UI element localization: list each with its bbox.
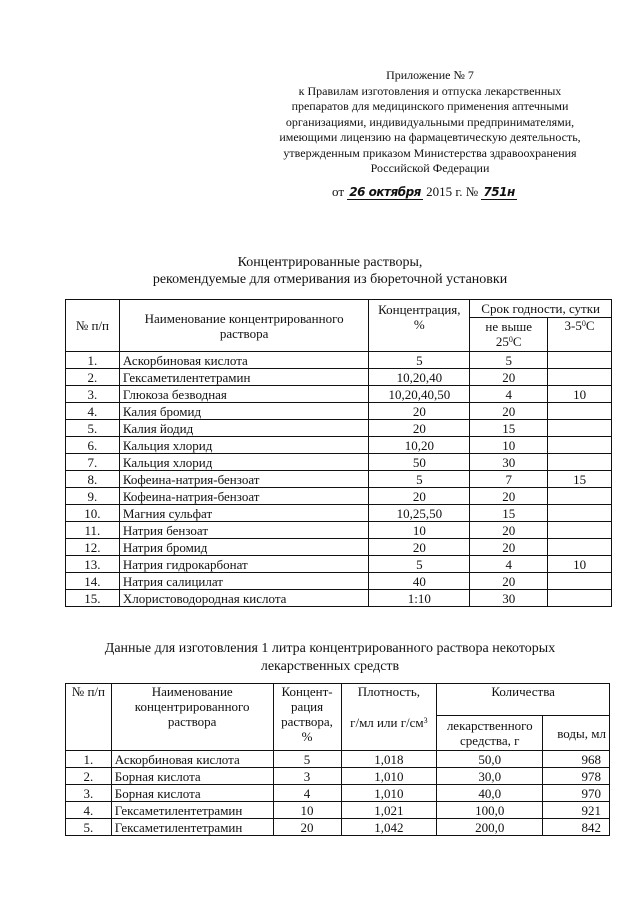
- density-units: г/мл или г/см: [350, 715, 424, 730]
- cell-name: Аскорбиновая кислота: [111, 751, 273, 768]
- cell-n: 5.: [66, 420, 120, 437]
- cell-conc: 20: [369, 403, 470, 420]
- cell-conc: 10: [369, 522, 470, 539]
- table-row: [66, 819, 610, 836]
- header-line: препаратов для медицинского применения аптечными: [291, 99, 569, 113]
- cell-conc: 20: [369, 420, 470, 437]
- cell-a: 10: [470, 437, 548, 454]
- cell-dens: 1,010: [341, 785, 437, 802]
- table-row: [66, 488, 612, 505]
- degree-sup: 0: [508, 335, 513, 345]
- cell-a: 20: [470, 403, 548, 420]
- col-header-number: № п/п: [66, 300, 120, 352]
- cell-conc: 4: [273, 785, 341, 802]
- cell-name: Глюкоза безводная: [119, 386, 369, 403]
- header-line: организациями, индивидуальными предпринимателями,: [285, 114, 575, 129]
- cell-conc: 20: [369, 488, 470, 505]
- cell-conc: 10,20,40,50: [369, 386, 470, 403]
- cell-b: [548, 420, 612, 437]
- cell-n: 11.: [66, 522, 120, 539]
- concentrated-solutions-table: [65, 299, 612, 607]
- cell-b: 10: [548, 556, 612, 573]
- cell-b: 968: [543, 751, 610, 768]
- cell-b: [548, 369, 612, 386]
- cell-b: 921: [543, 802, 610, 819]
- cell-b: 842: [543, 819, 610, 836]
- cell-n: 12.: [66, 539, 120, 556]
- cell-name: Гексаметилентетрамин: [119, 369, 369, 386]
- cell-a: 40,0: [437, 785, 543, 802]
- cell-a: 15: [470, 505, 548, 522]
- header-line: утвержденным приказом Министерства здравоохранения: [283, 145, 577, 160]
- table-row: [66, 539, 612, 556]
- cell-a: 30: [470, 590, 548, 607]
- cell-b: [548, 539, 612, 556]
- cell-name: Калия йодид: [119, 420, 369, 437]
- cell-name: Калия бромид: [119, 403, 369, 420]
- cell-b: [548, 352, 612, 369]
- cell-n: 8.: [66, 471, 120, 488]
- cell-dens: 1,042: [341, 819, 437, 836]
- cell-a: 15: [470, 420, 548, 437]
- col-header-name: Наименование концентрированного раствора: [119, 300, 369, 352]
- col-header-water-ml: воды, мл: [543, 716, 610, 751]
- cell-n: 4.: [66, 802, 112, 819]
- table-row: [66, 454, 612, 471]
- cell-n: 2.: [66, 768, 112, 785]
- cell-conc: 5: [369, 471, 470, 488]
- cell-n: 13.: [66, 556, 120, 573]
- density-label: Плотность,: [357, 684, 421, 699]
- cell-a: 20: [470, 369, 548, 386]
- order-year: 2015 г. №: [426, 184, 479, 199]
- preparation-data-table: [65, 683, 610, 836]
- cell-b: 970: [543, 785, 610, 802]
- cell-n: 1.: [66, 352, 120, 369]
- cell-b: 15: [548, 471, 612, 488]
- cell-dens: 1,010: [341, 768, 437, 785]
- table-row: [66, 386, 612, 403]
- order-prefix: от: [332, 184, 345, 199]
- cell-name: Магния сульфат: [119, 505, 369, 522]
- cell-b: [548, 488, 612, 505]
- section2-title: [60, 640, 600, 676]
- section1-title: [60, 254, 600, 288]
- section1-title-line: рекомендуемые для отмеривания из бюреточной установки: [152, 272, 508, 287]
- header-line: имеющими лицензию на фармацевтическую деятельность,: [279, 130, 581, 144]
- cell-n: 3.: [66, 386, 120, 403]
- cell-a: 20: [470, 539, 548, 556]
- cell-conc: 1:10: [369, 590, 470, 607]
- appendix-header: [250, 68, 610, 177]
- cell-conc: 5: [369, 556, 470, 573]
- cell-conc: 5: [369, 352, 470, 369]
- cell-name: Борная кислота: [111, 768, 273, 785]
- cell-name: Натрия бромид: [119, 539, 369, 556]
- table-row: [66, 590, 612, 607]
- order-reference: [332, 184, 517, 200]
- cell-name: Натрия бензоат: [119, 522, 369, 539]
- col-header-quantities: Количества: [437, 684, 610, 716]
- header-line: Российской Федерации: [370, 161, 490, 175]
- cell-a: 4: [470, 386, 548, 403]
- cell-n: 4.: [66, 403, 120, 420]
- cell-dens: 1,018: [341, 751, 437, 768]
- appendix-number: Приложение № 7: [386, 68, 474, 82]
- cell-conc: 10,25,50: [369, 505, 470, 522]
- table-row: [66, 471, 612, 488]
- section2-title-line: Данные для изготовления 1 литра концентрированного раствора некоторых: [104, 641, 556, 656]
- cell-name: Кофеина-натрия-бензоат: [119, 488, 369, 505]
- cell-n: 2.: [66, 369, 120, 386]
- cell-conc: 50: [369, 454, 470, 471]
- cell-conc: 40: [369, 573, 470, 590]
- col-header-shelf-25c: [470, 317, 548, 351]
- cell-name: Гексаметилентетрамин: [111, 802, 273, 819]
- col-header-density: [341, 684, 437, 751]
- cell-n: 7.: [66, 454, 120, 471]
- shelf-3-5c-label: 3-5: [564, 317, 582, 333]
- table-row: [66, 785, 610, 802]
- cell-conc: 20: [273, 819, 341, 836]
- cell-a: 200,0: [437, 819, 543, 836]
- cell-a: 30,0: [437, 768, 543, 785]
- table-row: [66, 420, 612, 437]
- cell-name: Кофеина-натрия-бензоат: [119, 471, 369, 488]
- cell-a: 20: [470, 522, 548, 539]
- cell-n: 5.: [66, 819, 112, 836]
- cell-conc: 3: [273, 768, 341, 785]
- cell-a: 5: [470, 352, 548, 369]
- cell-b: [548, 403, 612, 420]
- table-row: [66, 505, 612, 522]
- cell-conc: 20: [369, 539, 470, 556]
- cell-dens: 1,021: [341, 802, 437, 819]
- table-row: [66, 437, 612, 454]
- shelf-3-5c-unit: С: [585, 317, 595, 333]
- col-header-shelf-3-5c: [548, 317, 612, 351]
- table-row: [66, 802, 610, 819]
- cell-name: Борная кислота: [111, 785, 273, 802]
- cell-name: Гексаметилентетрамин: [111, 819, 273, 836]
- cell-a: 4: [470, 556, 548, 573]
- cell-b: [548, 522, 612, 539]
- col-header-shelf-life: Срок годности, сутки: [470, 300, 612, 318]
- order-number-handwritten: 751н: [483, 185, 515, 199]
- cell-n: 6.: [66, 437, 120, 454]
- cell-b: 10: [548, 386, 612, 403]
- cell-name: Натрия гидрокарбонат: [119, 556, 369, 573]
- col-header-number: № п/п: [66, 684, 112, 751]
- cell-conc: 10: [273, 802, 341, 819]
- cell-n: 14.: [66, 573, 120, 590]
- cell-b: [548, 437, 612, 454]
- cell-a: 7: [470, 471, 548, 488]
- cell-name: Хлористоводородная кислота: [119, 590, 369, 607]
- cell-n: 1.: [66, 751, 112, 768]
- cell-name: Кальция хлорид: [119, 454, 369, 471]
- cell-n: 15.: [66, 590, 120, 607]
- table-row: [66, 768, 610, 785]
- cell-a: 20: [470, 573, 548, 590]
- table-row: [66, 522, 612, 539]
- cell-a: 50,0: [437, 751, 543, 768]
- shelf-25c-label: не выше 25: [485, 319, 533, 350]
- section1-title-line: Концентрированные растворы,: [237, 255, 423, 270]
- col-header-concentration: Концент-рация раствора, %: [273, 684, 341, 751]
- table-row: [66, 352, 612, 369]
- cell-conc: 10,20: [369, 437, 470, 454]
- cell-b: 978: [543, 768, 610, 785]
- cell-name: Натрия салицилат: [119, 573, 369, 590]
- cell-name: Кальция хлорид: [119, 437, 369, 454]
- order-date-handwritten: 26 октября: [349, 185, 421, 199]
- table-row: [66, 573, 612, 590]
- cell-n: 9.: [66, 488, 120, 505]
- density-units-wrap: [345, 715, 434, 730]
- table-row: [66, 369, 612, 386]
- degree-sup: 0: [581, 318, 586, 328]
- cell-b: [548, 505, 612, 522]
- cell-a: 30: [470, 454, 548, 471]
- cell-b: [548, 573, 612, 590]
- cube-sup: 3: [423, 716, 428, 725]
- cell-name: Аскорбиновая кислота: [119, 352, 369, 369]
- col-header-drug-g: лекарственного средства, г: [437, 716, 543, 751]
- cell-n: 10.: [66, 505, 120, 522]
- section2-title-line: лекарственных средств: [260, 659, 400, 674]
- header-line: к Правилам изготовления и отпуска лекарственных: [298, 83, 562, 98]
- table-row: [66, 403, 612, 420]
- cell-n: 3.: [66, 785, 112, 802]
- cell-conc: 10,20,40: [369, 369, 470, 386]
- table-row: [66, 751, 610, 768]
- cell-a: 20: [470, 488, 548, 505]
- col-header-name: Наименование концентрированного раствора: [111, 684, 273, 751]
- cell-b: [548, 590, 612, 607]
- shelf-25c-unit: С: [512, 334, 522, 350]
- cell-a: 100,0: [437, 802, 543, 819]
- cell-b: [548, 454, 612, 471]
- cell-conc: 5: [273, 751, 341, 768]
- col-header-concentration: Концентрация, %: [369, 300, 470, 352]
- table-row: [66, 556, 612, 573]
